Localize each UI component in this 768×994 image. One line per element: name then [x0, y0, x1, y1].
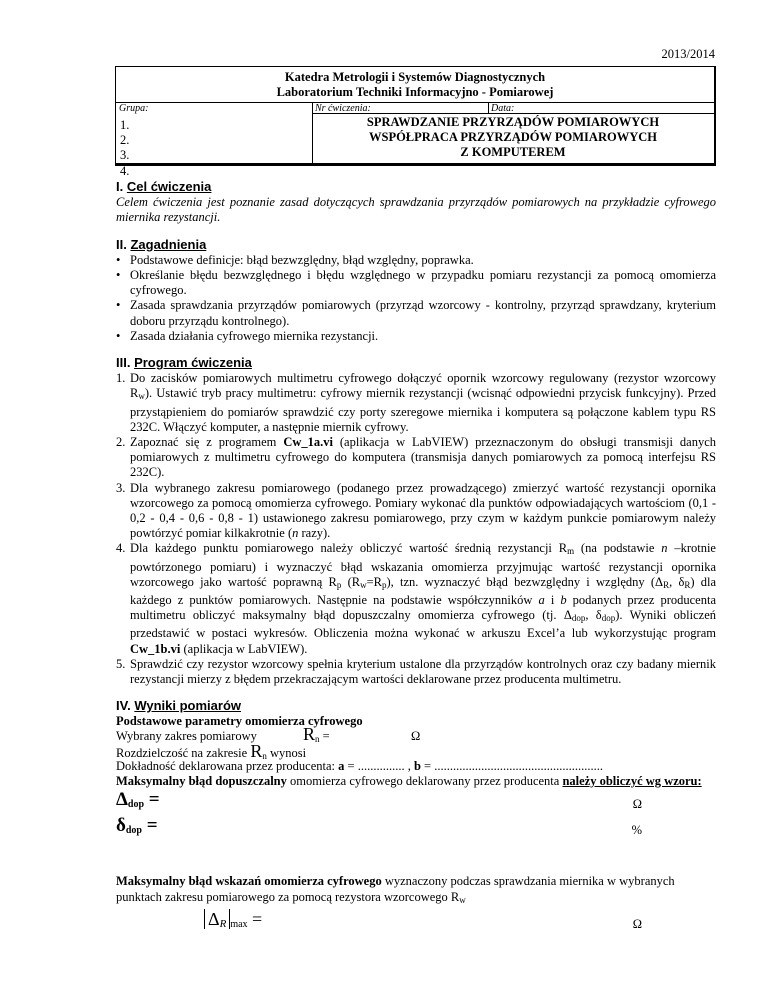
section-heading-goal: I. Cel ćwiczenia [116, 179, 212, 194]
range-label: Wybrany zakres pomiarowy [116, 728, 257, 743]
date-label: Data: [491, 103, 515, 114]
group-member: 3. [120, 148, 130, 163]
header-table [115, 66, 716, 178]
resolution-row: Rozdzielczość na zakresie $R_n$ wynosi [116, 740, 307, 761]
list-item: • Zasada działania cyfrowego miernika rezystancji. [116, 329, 716, 344]
program-list [116, 371, 716, 687]
department-line-1: Katedra Metrologii i Systemów Diagnostycznych [284, 70, 546, 84]
list-item: • Podstawowe definicje: błąd bezwzględny, błąd względny, poprawka. [116, 253, 716, 268]
exercise-title [312, 115, 714, 160]
program-name: Cw_1b.vi [130, 641, 181, 656]
exercise-title-line-2: WSPÓŁPRACA PRZYRZĄDÓW POMIAROWYCH [369, 130, 657, 144]
list-item: • Zasada sprawdzania przyrządów pomiarowych (przyrząd wzorcowy - kontrolny, przyrząd sprawdzany, kryterium doboru przyrządu kontrolnego). [116, 298, 716, 328]
delta-r-max-formula: ΔR $_{max}$ = Ω [116, 912, 716, 938]
max-error-instruction: Maksymalny błąd dopuszczalny omomierza cyfrowego deklarowany przez producenta należy obliczyć wg wzoru: [116, 774, 702, 789]
exercise-title-line-3: Z KOMPUTEREM [460, 145, 566, 159]
section-heading-results: IV. Wyniki pomiarów [116, 698, 241, 714]
range-symbol: $R_n$ = [303, 723, 330, 744]
department-title [116, 70, 714, 100]
group-member: 1. [120, 118, 130, 132]
section-heading-program: III. Program ćwiczenia [116, 355, 252, 371]
delta-dop-formula: $\Delta_{dop}$ = Ω [116, 789, 642, 812]
list-item: 5. Sprawdzić czy rezystor wzorcowy spełnia kryterium ustalone dla przyrządów kontrolnych oraz czy badany miernik rezystancji mierzy z błędem przekraczającym wartości deklarowane przez producenta multimetru. [116, 656, 716, 687]
topics-list [116, 253, 716, 344]
list-item: 4. Dla każdego punktu pomiarowego należy obliczyć wartość średnią rezystancji $R_m$ (na podstawie n –krotnie powtórzonego pomiaru) i wyznaczyć błąd wskazania omomierza przyjmując wartość rezystancji opornika wzorcowego jako wartość poprawną $R_p$ $(R_w=R_p)$, tzn. wyznaczyć błąd bezwzględny i względny ($\Delta_R$, $\delta_R$) dla każdego z punktów pomiarowych. Następnie na podstawie współczynników a i b podanych przez producenta multimetru obliczyć maksymalny błąd dopuszczalny omomierza cyfrowego (tj. $\Delta_{dop}$, $\delta_{dop}$). Wyniki obliczeń przedstawić w postaci wykresów. Obliczenia można wykonać w arkuszu Excel’a lub wykorzystując program Cw_1b.vi (aplikacja w LabVIEW). [116, 541, 717, 656]
department-line-2: Laboratorium Techniki Informacyjno - Pomiarowej [276, 85, 554, 99]
range-row [116, 723, 716, 744]
exercise-title-line-1: SPRAWDZANIE PRZYRZĄDÓW POMIAROWYCH [366, 115, 660, 129]
exercise-number-label: Nr ćwiczenia: [315, 103, 371, 114]
program-name: Cw_1a.vi [283, 435, 333, 450]
results-subtitle: Podstawowe parametry omomierza cyfrowego [116, 713, 363, 728]
accuracy-row: Dokładność deklarowana przez producenta: a = ............... , b = ...................................................... [116, 759, 603, 774]
group-member: 2. [120, 133, 130, 148]
goal-text: Celem ćwiczenia jest poznanie zasad dotyczących sprawdzania przyrządów pomiarowych na przykładzie cyfrowego miernika rezystancji. [116, 195, 716, 225]
grupa-label: Grupa: [119, 103, 149, 114]
section-heading-topics: II. Zagadnienia [116, 236, 207, 252]
max-indication-error-text: Maksymalny błąd wskazań omomierza cyfrowego wyznaczony podczas sprawdzania miernika w wybranych punktach zakresu pomiarowego za pomocą rezystora wzorcowego $R_w$ [116, 874, 675, 905]
list-item: 1. Do zacisków pomiarowych multimetru cyfrowego dołączyć opornik wzorcowy regulowany (rezystor wzorcowy $R_w$). Ustawić tryb pracy multimetru: cyfrowy miernik rezystancji (wcisnąć odpowiedni przycisk funkcyjny). Przed przystąpieniem do pomiarów sprawdzić czy porty szeregowe miernika i komputera są połączone kablem typu RS 232C. Włączyć komputer, a następnie miernik cyfrowy. [116, 371, 716, 434]
range-unit: Ω [411, 728, 421, 743]
header-divider [116, 102, 714, 103]
list-item: 3. Dla wybranego zakresu pomiarowego (podanego przez prowadzącego) zmierzyć wartość rezystancji opornika wzorcowego za pomocą omomierza cyfrowego. Pomiary wykonać dla punktów odpowiadających wartościom (0,1 - 0,2 - 0,4 - 0,6 - 0,8 - 1) ustawionego zakresu pomiarowego, przy czym w każdym punkcie pomiarowym należy powtórzyć pomiar kilkakrotnie (n razy). [116, 480, 716, 541]
group-member-list [120, 118, 129, 179]
delta-rel-formula: $\delta_{dop}$ = % [116, 815, 642, 838]
date-divider [488, 102, 489, 113]
list-item: • Określanie błędu bezwzględnego i błędu względnego w przypadku pomiaru rezystancji za pomocą omomierza cyfrowego. [116, 268, 716, 298]
group-member: 4. [120, 163, 130, 178]
document-body [116, 179, 716, 938]
list-item: 2. Zapoznać się z programem Cw_1a.vi (aplikacja w LabVIEW) przeznaczonym do obsługi transmisji danych pomiarowych z multimetru cyfrowego do komputera (transmisja danych pomiarowych za pomocą interfejsu RS 232C). [116, 435, 716, 480]
academic-year: 2013/2014 [661, 47, 715, 61]
